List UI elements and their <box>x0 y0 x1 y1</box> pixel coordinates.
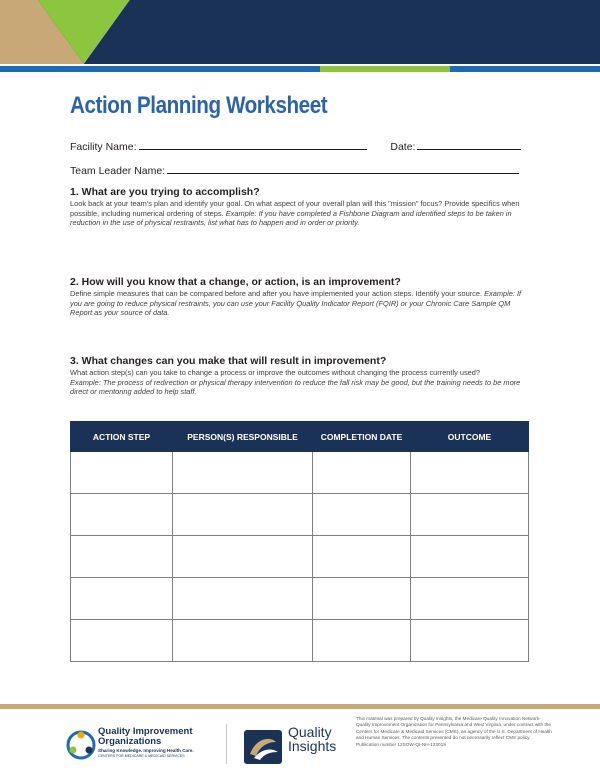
section-body: Define simple measures that can be compared before and after you have implemented your action steps. Identify your source. Example: If you are going to reduce physical restraints, you can use your Facility Quality Indicator Report (FQIR) or your Chronic Care Sample QM Report as your source of data. <box>70 289 522 318</box>
facility-name-field[interactable] <box>139 140 367 150</box>
table-cell[interactable] <box>71 536 173 578</box>
table-row <box>71 494 529 536</box>
qio-logo <box>66 726 216 762</box>
table-cell[interactable] <box>411 620 529 662</box>
table-cell[interactable] <box>411 536 529 578</box>
qio-subtagline: CENTERS FOR MEDICARE & MEDICAID SERVICES <box>98 754 185 758</box>
qio-tagline: Sharing Knowledge. Improving Health Care. <box>98 748 194 753</box>
team-leader-label: Team Leader Name: <box>70 165 166 177</box>
footer-stripe <box>0 704 600 709</box>
footer-divider <box>226 724 227 764</box>
table-header-row <box>71 422 529 452</box>
facility-label: Facility Name: <box>70 141 137 153</box>
table-row <box>71 620 529 662</box>
section-measure <box>70 276 530 318</box>
action-plan-table <box>70 421 529 662</box>
header-completion-date: COMPLETION DATE <box>313 422 411 452</box>
qio-name: Quality Improvement Organizations <box>98 726 193 747</box>
table-cell[interactable] <box>71 494 173 536</box>
table-cell[interactable] <box>71 578 173 620</box>
table-cell[interactable] <box>71 620 173 662</box>
quality-insights-logo <box>244 724 344 768</box>
table-cell[interactable] <box>313 620 411 662</box>
footer-disclaimer: This material was prepared by Quality Insights, the Medicare Quality Innovation Network-Quality Improvement Organization for Pennsylvania and West Virginia, under contract with the Centers for Medicare & Medicaid Services (CMS), an agency of the U.S. Department of Health and Human Services. The contents presented do not necessarily reflect CMS policy. Publication number 12SOW-QI-NH-123019 <box>356 716 552 747</box>
table-cell[interactable] <box>313 494 411 536</box>
header-outcome: OUTCOME <box>411 422 529 452</box>
table-cell[interactable] <box>313 578 411 620</box>
table-cell[interactable] <box>173 494 313 536</box>
table-cell[interactable] <box>313 452 411 494</box>
table-row <box>71 536 529 578</box>
section-body: Look back at your team's plan and identify your goal. On what aspect of your overall plan will this "mission" focus? Provide specifics when possible, including numerical ordering of steps. Example: If you have completed a Fishbone Diagram and identified steps to be taken in reduction in the use of physical restraints, list what has to happen and in order or priority. <box>70 199 520 228</box>
date-label: Date: <box>390 141 416 153</box>
team-leader-field[interactable] <box>167 164 519 174</box>
table-cell[interactable] <box>411 494 529 536</box>
table-cell[interactable] <box>71 452 173 494</box>
date-field[interactable] <box>417 140 521 150</box>
section-goal <box>70 186 530 228</box>
facility-row <box>70 140 521 153</box>
section-heading: 2. How will you know that a change, or action, is an improvement? <box>70 276 401 288</box>
section-heading: 1. What are you trying to accomplish? <box>70 186 260 198</box>
section-body: What action step(s) can you take to change a process or improve the outcomes without changing the process currently used? Example: The process of redirection or physical therapy intervention to reduce the fall risk may be good, but the training needs to be more direct or mentoring added to help staff. <box>70 368 521 397</box>
qio-emblem-icon <box>66 728 96 762</box>
table-cell[interactable] <box>411 452 529 494</box>
table-row <box>71 452 529 494</box>
table-row <box>71 578 529 620</box>
section-heading: 3. What changes can you make that will result in improvement? <box>70 355 387 367</box>
table-cell[interactable] <box>313 536 411 578</box>
quality-insights-emblem-icon <box>244 730 282 764</box>
header-persons-responsible: PERSON(S) RESPONSIBLE <box>173 422 313 452</box>
table-cell[interactable] <box>173 536 313 578</box>
team-leader-row <box>70 164 519 177</box>
table-cell[interactable] <box>173 452 313 494</box>
table-cell[interactable] <box>173 578 313 620</box>
table-cell[interactable] <box>173 620 313 662</box>
header-graphic <box>0 0 600 64</box>
table-cell[interactable] <box>411 578 529 620</box>
section-changes <box>70 355 530 397</box>
quality-insights-name: Quality Insights <box>288 724 337 754</box>
page-title: Action Planning Worksheet <box>70 92 328 119</box>
header-stripe <box>0 66 600 72</box>
header-action-step: ACTION STEP <box>71 422 173 452</box>
footer <box>0 712 600 776</box>
header-banner <box>0 0 600 64</box>
